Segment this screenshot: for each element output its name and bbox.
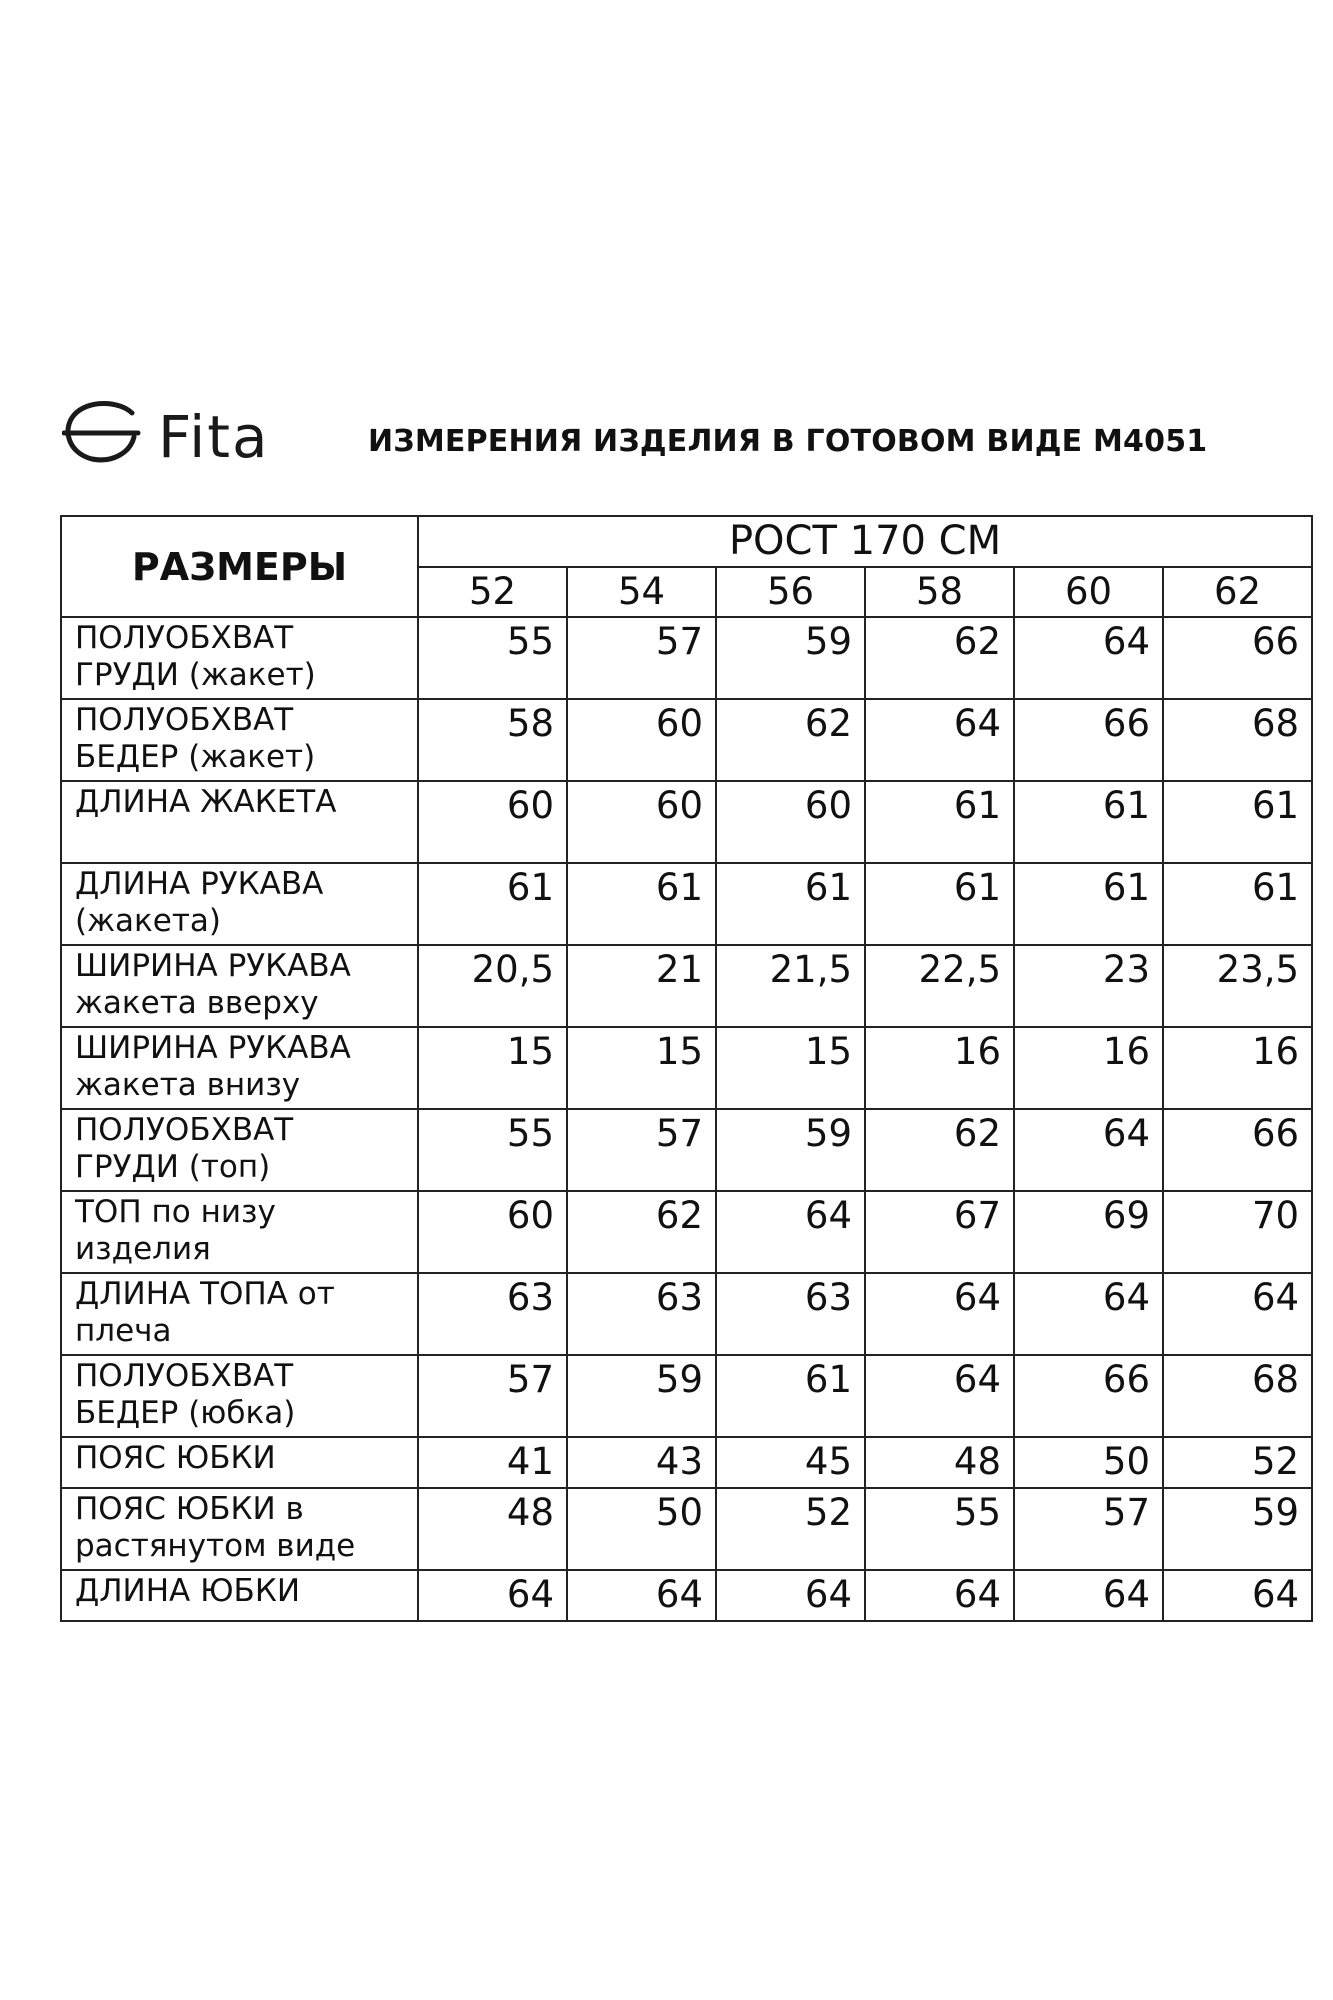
row-label: ПОЛУОБХВАТ БЕДЕР (юбка) (61, 1355, 418, 1437)
measurement-value: 16 (1014, 1027, 1163, 1109)
measurement-value: 48 (865, 1437, 1014, 1488)
measurement-value: 43 (567, 1437, 716, 1488)
measurement-value: 60 (418, 1191, 567, 1273)
row-label: ПОЯС ЮБКИ (61, 1437, 418, 1488)
measurement-value: 64 (1014, 617, 1163, 699)
measurement-value: 16 (1163, 1027, 1312, 1109)
measurement-value: 48 (418, 1488, 567, 1570)
row-label: ТОП по низу изделия (61, 1191, 418, 1273)
table-row (61, 1570, 1312, 1621)
measurement-value: 21 (567, 945, 716, 1027)
measurement-value: 64 (567, 1570, 716, 1621)
measurement-value: 60 (567, 699, 716, 781)
measurement-value: 55 (865, 1488, 1014, 1570)
row-label: ДЛИНА ЖАКЕТА (61, 781, 418, 863)
measurement-value: 63 (567, 1273, 716, 1355)
document-title: ИЗМЕРЕНИЯ ИЗДЕЛИЯ В ГОТОВОМ ВИДЕ М4051 (368, 424, 1208, 459)
row-label: ШИРИНА РУКАВА жакета внизу (61, 1027, 418, 1109)
measurement-value: 62 (567, 1191, 716, 1273)
measurement-value: 52 (1163, 1437, 1312, 1488)
size-header-58: 58 (865, 567, 1014, 617)
measurement-value: 68 (1163, 699, 1312, 781)
measurement-value: 66 (1014, 1355, 1163, 1437)
table-body (61, 516, 1312, 1621)
row-label: ПОЛУОБХВАТ ГРУДИ (жакет) (61, 617, 418, 699)
measurement-value: 62 (716, 699, 865, 781)
measurement-value: 66 (1163, 1109, 1312, 1191)
size-header-62: 62 (1163, 567, 1312, 617)
table-row (61, 699, 1312, 781)
row-label: ШИРИНА РУКАВА жакета вверху (61, 945, 418, 1027)
size-header-56: 56 (716, 567, 865, 617)
measurement-value: 15 (567, 1027, 716, 1109)
measurement-value: 64 (716, 1570, 865, 1621)
measurement-value: 21,5 (716, 945, 865, 1027)
row-label: ПОЛУОБХВАТ БЕДЕР (жакет) (61, 699, 418, 781)
measurement-value: 66 (1163, 617, 1312, 699)
row-label: ДЛИНА ЮБКИ (61, 1570, 418, 1621)
table-row (61, 945, 1312, 1027)
row-label: ПОЛУОБХВАТ ГРУДИ (топ) (61, 1109, 418, 1191)
measurement-value: 57 (418, 1355, 567, 1437)
measurement-value: 63 (716, 1273, 865, 1355)
logo-text: Fita (158, 403, 270, 467)
measurement-value: 23 (1014, 945, 1163, 1027)
measurement-value: 57 (1014, 1488, 1163, 1570)
size-chart-table (60, 515, 1313, 1622)
brand-logo (62, 395, 282, 467)
measurement-value: 64 (1014, 1570, 1163, 1621)
measurement-value: 64 (865, 1570, 1014, 1621)
measurement-value: 68 (1163, 1355, 1312, 1437)
row-label: ПОЯС ЮБКИ в растянутом виде (61, 1488, 418, 1570)
row-label: ДЛИНА РУКАВА (жакета) (61, 863, 418, 945)
table-row (61, 1488, 1312, 1570)
size-header-60: 60 (1014, 567, 1163, 617)
sizes-header-cell: РАЗМЕРЫ (61, 516, 418, 617)
measurement-value: 64 (1163, 1570, 1312, 1621)
measurement-value: 61 (1163, 781, 1312, 863)
measurement-value: 60 (418, 781, 567, 863)
measurement-value: 61 (418, 863, 567, 945)
measurement-value: 45 (716, 1437, 865, 1488)
measurement-value: 57 (567, 1109, 716, 1191)
measurement-value: 61 (1163, 863, 1312, 945)
measurement-value: 62 (865, 1109, 1014, 1191)
table-row (61, 1109, 1312, 1191)
size-header-54: 54 (567, 567, 716, 617)
table-row (61, 617, 1312, 699)
measurement-value: 67 (865, 1191, 1014, 1273)
measurement-value: 64 (865, 1273, 1014, 1355)
table-row (61, 863, 1312, 945)
measurement-value: 64 (1014, 1109, 1163, 1191)
measurement-value: 22,5 (865, 945, 1014, 1027)
measurement-value: 58 (418, 699, 567, 781)
measurement-value: 59 (716, 617, 865, 699)
measurement-value: 15 (716, 1027, 865, 1109)
table-header-row (61, 516, 1312, 567)
measurement-value: 60 (716, 781, 865, 863)
height-header-cell: РОСТ 170 СМ (418, 516, 1312, 567)
measurement-value: 64 (418, 1570, 567, 1621)
table-row (61, 1355, 1312, 1437)
measurement-value: 55 (418, 617, 567, 699)
measurement-value: 61 (567, 863, 716, 945)
measurement-value: 59 (1163, 1488, 1312, 1570)
measurement-value: 59 (567, 1355, 716, 1437)
measurement-value: 64 (716, 1191, 865, 1273)
measurement-value: 63 (418, 1273, 567, 1355)
measurement-value: 55 (418, 1109, 567, 1191)
measurement-value: 61 (716, 1355, 865, 1437)
measurement-value: 15 (418, 1027, 567, 1109)
measurement-value: 61 (1014, 863, 1163, 945)
measurement-value: 70 (1163, 1191, 1312, 1273)
measurement-value: 57 (567, 617, 716, 699)
table-row (61, 1027, 1312, 1109)
measurement-value: 50 (1014, 1437, 1163, 1488)
measurement-value: 64 (1014, 1273, 1163, 1355)
table-row (61, 1191, 1312, 1273)
measurement-value: 20,5 (418, 945, 567, 1027)
measurement-value: 41 (418, 1437, 567, 1488)
measurement-value: 52 (716, 1488, 865, 1570)
measurement-value: 16 (865, 1027, 1014, 1109)
measurement-value: 64 (1163, 1273, 1312, 1355)
fita-logo-icon (62, 395, 282, 467)
measurement-value: 62 (865, 617, 1014, 699)
measurement-value: 50 (567, 1488, 716, 1570)
measurement-value: 66 (1014, 699, 1163, 781)
table-row (61, 1273, 1312, 1355)
table-row (61, 1437, 1312, 1488)
measurement-value: 59 (716, 1109, 865, 1191)
measurement-value: 64 (865, 699, 1014, 781)
row-label: ДЛИНА ТОПА от плеча (61, 1273, 418, 1355)
measurement-value: 61 (865, 781, 1014, 863)
measurement-value: 23,5 (1163, 945, 1312, 1027)
measurement-value: 60 (567, 781, 716, 863)
size-header-52: 52 (418, 567, 567, 617)
measurement-value: 61 (716, 863, 865, 945)
measurement-value: 64 (865, 1355, 1014, 1437)
measurement-value: 61 (865, 863, 1014, 945)
table-row (61, 781, 1312, 863)
measurement-value: 69 (1014, 1191, 1163, 1273)
measurement-value: 61 (1014, 781, 1163, 863)
